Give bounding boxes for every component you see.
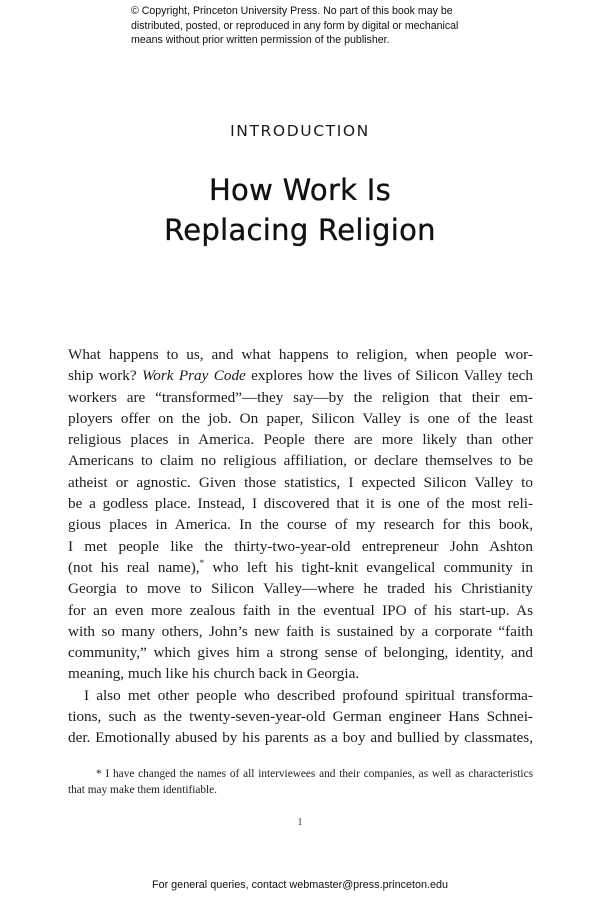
- chapter-title-line: Replacing Religion: [164, 213, 436, 247]
- copyright-line: © Copyright, Princeton University Press. No part of this book may be: [131, 5, 453, 17]
- body-text: [68, 344, 533, 749]
- text-line: gious places in America. In the course of my research for this book,: [68, 516, 533, 534]
- text-line: Georgia to move to Silicon Valley—where he traded his Christianity: [68, 580, 533, 598]
- footnote: [68, 766, 533, 798]
- footer-contact: For general queries, contact webmaster@press.princeton.edu: [151, 879, 449, 891]
- footnote-marker[interactable]: *: [199, 557, 205, 568]
- text-line: for an even more zealous faith in the eventual IPO of his start-up. As: [68, 601, 533, 619]
- text-line: workers are “transformed”—they say—by the religion that their em-: [68, 388, 533, 406]
- text-span: (not his real name),: [68, 558, 200, 576]
- chapter-title: [0, 170, 600, 250]
- paragraph-1: [68, 344, 533, 685]
- text-line: I also met other people who described profound spiritual transforma-: [84, 686, 533, 704]
- text-line: Americans to claim no religious affiliation, or declare themselves to be: [68, 452, 533, 470]
- text-line: [68, 365, 533, 386]
- text-line: ployers offer on the job. On paper, Silicon Valley is one of the least: [68, 409, 533, 427]
- text-span: ship work?: [68, 367, 142, 385]
- text-line: [68, 557, 533, 578]
- text-line: What happens to us, and what happens to religion, when people wor-: [68, 346, 533, 363]
- text-line: with so many others, John’s new faith is sustained by a corporate “faith: [68, 622, 533, 640]
- text-line: be a godless place. Instead, I discovered that it is one of the most reli-: [68, 495, 533, 513]
- chapter-title-line: How Work Is: [208, 173, 392, 207]
- text-line: religious places in America. People there are more likely than other: [68, 431, 533, 449]
- footnote-line: * I have changed the names of all interviewees and their companies, as well as characteristics: [96, 768, 533, 780]
- text-line: meaning, much like his church back in Georgia.: [68, 665, 360, 683]
- chapter-label: INTRODUCTION: [230, 122, 370, 140]
- text-line: atheist or agnostic. Given those statistics, I expected Silicon Valley to: [68, 473, 533, 491]
- text-span: who left his tight-knit evangelical community in: [204, 558, 533, 576]
- text-span: explores how the lives of Silicon Valley tech: [245, 367, 533, 385]
- paragraph-2: [68, 685, 533, 749]
- page-number: 1: [297, 817, 303, 828]
- text-line: community,” which gives him a strong sense of belonging, identity, and: [68, 644, 533, 662]
- text-line: I met people like the thirty-two-year-old entrepreneur John Ashton: [68, 537, 533, 555]
- footnote-line: that may make them identifiable.: [68, 784, 218, 797]
- copyright-notice: [131, 4, 471, 48]
- copyright-line: distributed, posted, or reproduced in any form by digital or mechanical: [131, 19, 459, 32]
- text-line: tions, such as the twenty-seven-year-old German engineer Hans Schnei-: [68, 708, 533, 726]
- text-line: der. Emotionally abused by his parents as a boy and bullied by classmates,: [68, 729, 533, 747]
- book-title-italic: Work Pray Code: [141, 367, 246, 385]
- copyright-line: means without prior written permission of the publisher.: [131, 34, 390, 47]
